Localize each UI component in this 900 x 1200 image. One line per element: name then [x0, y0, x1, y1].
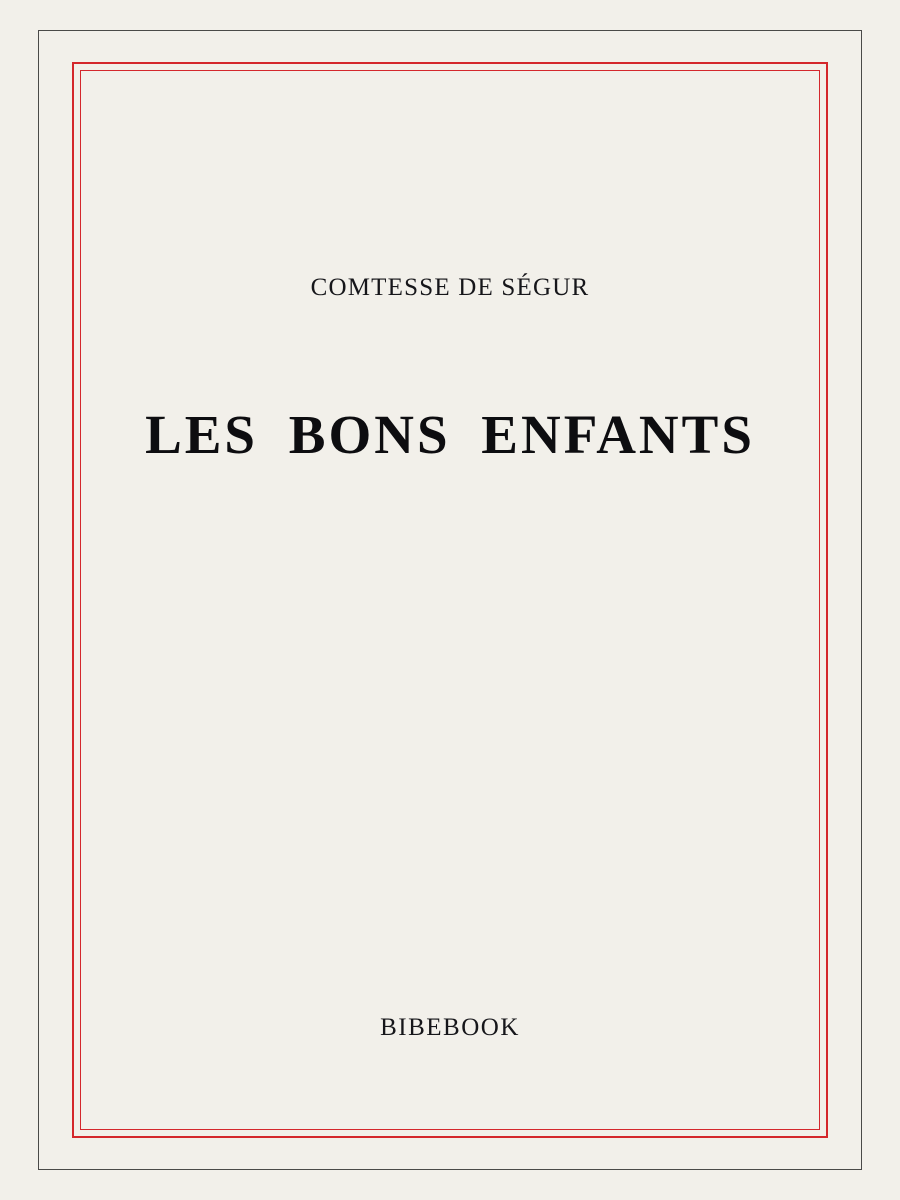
publisher-name: BIBEBOOK — [380, 1014, 520, 1041]
cover-content — [80, 70, 820, 1130]
book-title: LES BONS ENFANTS — [145, 404, 755, 465]
author-name: COMTESSE DE SÉGUR — [310, 274, 590, 301]
